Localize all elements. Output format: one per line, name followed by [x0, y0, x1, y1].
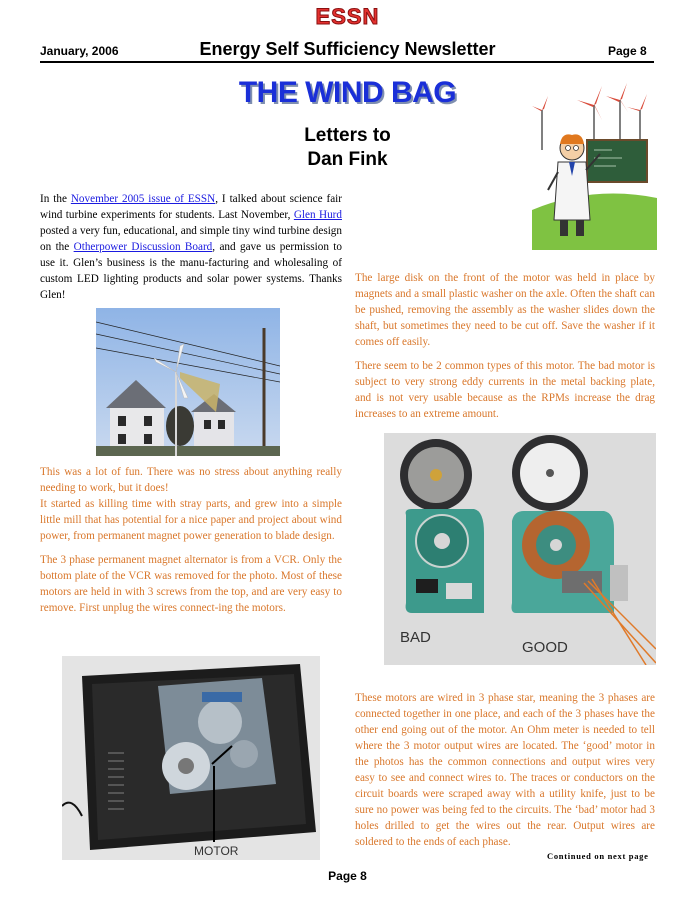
- article-title: THE WIND BAG: [238, 76, 457, 109]
- good-motor-label: GOOD: [522, 639, 568, 656]
- header-rule: [40, 61, 654, 63]
- article-subtitle: [235, 124, 460, 172]
- motor-label: MOTOR: [194, 844, 239, 858]
- cartoon-scientist-illustration: [532, 80, 657, 250]
- subtitle-line-1: Letters to: [304, 125, 391, 146]
- paragraph-motor-types: There seem to be 2 common types of this motor. The bad motor is subject to very strong eddy currents in the metal backing plate, and is not very usable because as the RPMs increase the drag increases to an extreme amount.: [355, 360, 655, 420]
- link-november-2005-issue[interactable]: November 2005 issue of ESSN: [70, 193, 216, 205]
- footer-page-number: Page 8: [328, 869, 367, 883]
- paragraph-stray-parts: It started as killing time with stray parts, and grew into a simple little mill that has potential for a nice paper and project about wind power, from permanent magnet power generation to blade design.: [40, 498, 342, 542]
- subtitle-line-2: Dan Fink: [307, 149, 388, 170]
- column1-lower-text: [40, 464, 342, 624]
- intro-text-2: , I talked about science fair wind turbine experiments for students. Last November,: [40, 193, 342, 221]
- link-otherpower-discussion-board[interactable]: Otherpower Discussion Board: [73, 241, 213, 253]
- paragraph-wiring: These motors are wired in 3 phase star, meaning the 3 phases are connected together in one place, and each of the 3 phases have the other end going out of the motor. An Ohm meter is needed to tell where the 3 motor output wires are located. The ‘good’ motor in the photos has the common connections and output wires very easy to see and connect wires to. The traces or conductors on the circuit boards were scraped away with a utility knife, just to be sure no power was being fed to the circuits. The ‘bad’ motor had 3 holes drilled to get the wires out the rear. Output wires are soldered to the ends of each phase.: [355, 692, 655, 848]
- intro-paragraph: [40, 191, 342, 303]
- header-page-number: Page 8: [608, 44, 647, 58]
- essn-logo: ESSN: [315, 4, 380, 29]
- intro-text-3: posted a very fun, educational, and simple tiny wind turbine design on the: [40, 225, 342, 253]
- paragraph-motor-disk: The large disk on the front of the motor was held in place by magnets and a small plastic washer on the axle. Often the shaft can be pushed, removing the assembly as the washer slides down the shaft, but sometimes they need to be cut off. Save the washer if it comes off easily.: [355, 272, 655, 348]
- link-glen-hurd[interactable]: Glen Hurd: [293, 209, 342, 221]
- column2-bottom-text: [355, 690, 655, 850]
- paragraph-fun: This was a lot of fun. There was no stress about anything really needing to work, but it does!: [40, 466, 342, 494]
- bad-good-motors-photo: [384, 433, 656, 665]
- vcr-motor-photo: [62, 656, 320, 860]
- column2-top-text: [355, 270, 655, 430]
- newsletter-title: Energy Self Sufficiency Newsletter: [199, 39, 496, 59]
- bad-motor-label: BAD: [400, 629, 431, 646]
- wind-turbine-house-photo: [96, 308, 280, 456]
- intro-text-1: In the: [40, 193, 71, 205]
- header-date: January, 2006: [40, 44, 119, 58]
- paragraph-alternator: The 3 phase permanent magnet alternator is from a VCR. Only the bottom plate of the VCR was removed for the photo. Most of these motors are held in with 3 screws from the top, and are very easy to remove. First unplug the wires connect-ing the motors.: [40, 554, 342, 614]
- intro-text-4: , and gave us permission to use it. Glen’s business is the manu-facturing and wholesaling of custom LED lighting products and solar power systems. Thanks Glen!: [40, 241, 342, 301]
- continued-note: Continued on next page: [547, 851, 649, 861]
